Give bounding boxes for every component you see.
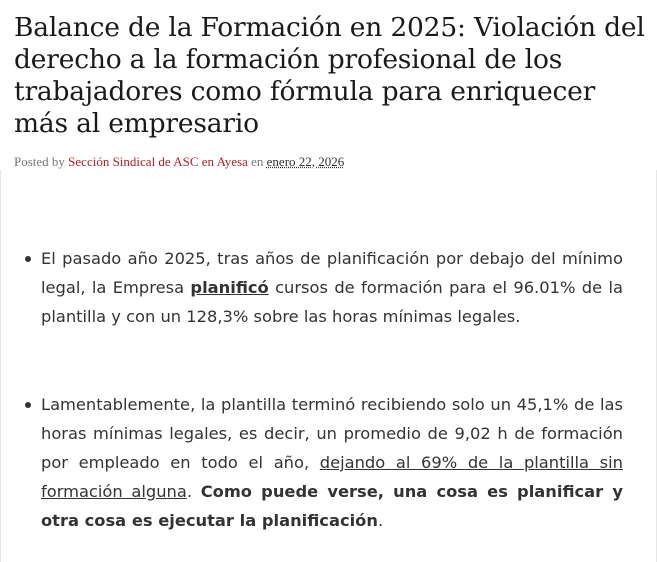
post-meta	[14, 154, 344, 170]
underlined-phrase: dejando al 69% de la plantilla sin formación alguna	[41, 453, 623, 501]
bullet-dot-icon	[25, 402, 31, 408]
emphasized-term: planificó	[190, 278, 269, 297]
bold-conclusion: Como puede verse, una cosa es planificar y otra cosa es ejecutar la planificación	[41, 482, 623, 530]
list-item	[23, 390, 623, 535]
posted-by-label: Posted by	[14, 154, 65, 169]
article-title: Balance de la Formación en 2025: Violación del derecho a la formación profesional de los trabajadores como fórmula para enriquecer más al empresario	[14, 12, 645, 139]
text-segment: El pasado año 2025, tras años de planificación por debajo del mínimo legal, la Empresa	[41, 249, 623, 297]
list-item	[23, 244, 623, 331]
text-segment: Lamentablemente, la plantilla terminó recibiendo solo un 45,1% de las horas mínimas legales, es decir, un promedio de 9,02 h de formación por empleado en todo el año,	[41, 395, 623, 472]
text-segment: .	[377, 511, 384, 530]
bullet-dot-icon	[25, 256, 31, 262]
text-segment: .	[186, 482, 201, 501]
author-link[interactable]: Sección Sindical de ASC en Ayesa	[68, 154, 248, 169]
on-label: en	[251, 154, 264, 169]
post-date[interactable]: enero 22, 2026	[266, 154, 345, 169]
text-segment: cursos de formación para el 96.01% de la plantilla y con un 128,3% sobre las horas mínimas legales.	[41, 278, 623, 326]
article-content	[0, 170, 657, 562]
